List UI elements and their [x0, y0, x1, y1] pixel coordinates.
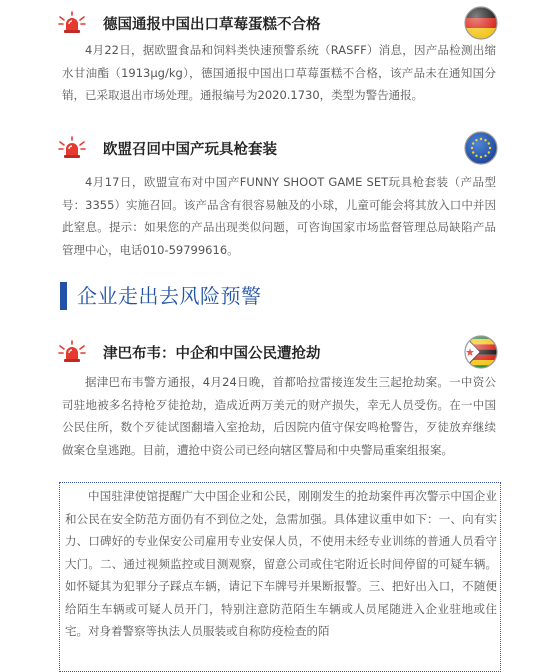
item-body: 4月17日，欧盟宣布对中国产FUNNY SHOOT GAME SET玩具枪套装（产品型号：3355）实施召回。该产品含有很容易触及的小球，儿童可能会将其放入口中并因此窒息。提示：如果您的产品出现类似问题，可咨询国家市场监督管理总局缺陷产品管理中心，电话010-59799616。 [62, 175, 496, 257]
zimbabwe-flag-icon [463, 334, 499, 370]
item-header-germany [0, 3, 554, 43]
embassy-advice-text: 中国驻津使馆提醒广大中国企业和公民，刚刚发生的抢劫案件再次警示中国企业和公民在安全防范方面仍有不到位之处，急需加强。具体建议重申如下：一、向有实力、口碑好的专业保安公司雇用专业安保人员，不使用未经专业训练的普通人员看守大门。二、通过视频监控或目测观察，留意公司或住宅附近长时间停留的可疑车辆。如怀疑其为犯罪分子踩点车辆，请记下车牌号并果断报警。三、把好出入口，不随便给陌生车辆或可疑人员开门，特别注意防范陌生车辆或人员尾随进入企业驻地或住宅。对身着警察等执法人员服装或自称防疫检查的陌 [65, 489, 497, 638]
red-alarm-light-icon [58, 11, 86, 35]
embassy-advice-box [59, 482, 501, 672]
red-alarm-light-icon [58, 340, 86, 364]
red-alarm-light-icon [58, 136, 86, 160]
germany-flag-icon [463, 5, 499, 41]
item-title: 欧盟召回中国产玩具枪套装 [103, 142, 277, 158]
section-header [60, 280, 500, 314]
item-header-zimbabwe [0, 332, 554, 372]
item-body: 据津巴布韦警方通报，4月24日晚，首都哈拉雷接连发生三起抢劫案。一中资公司驻地被多名持枪歹徒抢劫，造成近两万美元的财产损失，幸无人员受伤。在一中国公民住所，数个歹徒试图翻墙入室抢劫，后因院内值守保安鸣枪警告，歹徒放弃继续做案仓皇逃跑。目前，遭抢中资公司已经向辖区警局和中央警局重案组报案。 [62, 375, 496, 457]
item-header-eu [0, 128, 554, 168]
item-body: 4月22日，据欧盟食品和饲料类快速预警系统（RASFF）消息，因产品检测出缩水甘油酯（1913μg/kg），德国通报中国出口草莓蛋糕不合格，该产品未在通知国分销，已采取退出市场处理。通报编号为2020.1730，类型为警告通报。 [62, 43, 496, 102]
section-title: 企业走出去风险预警 [77, 284, 262, 308]
item-title: 德国通报中国出口草莓蛋糕不合格 [103, 17, 321, 33]
item-title: 津巴布韦：中企和中国公民遭抢劫 [103, 346, 321, 362]
eu-flag-icon [463, 130, 499, 166]
section-accent-bar [60, 282, 67, 310]
